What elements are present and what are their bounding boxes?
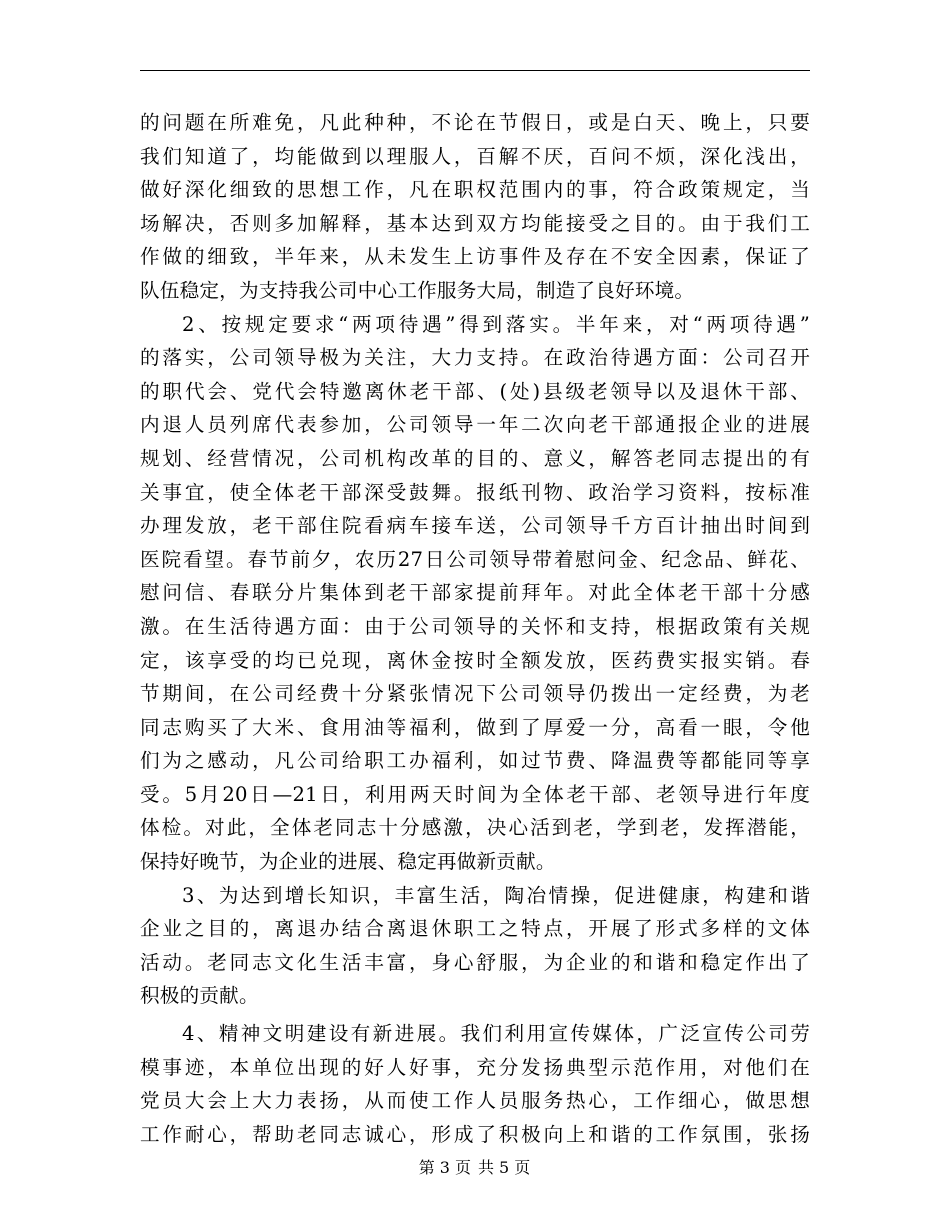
text-line: 受。5月20日—21日，利用两天时间为全体老干部、老领导进行年度	[140, 782, 810, 806]
footer-suffix: 页	[514, 1158, 532, 1177]
text-line: 医院看望。春节前夕，农历27日公司领导带着慰问金、纪念品、鲜花、	[140, 547, 810, 571]
header-rule	[140, 70, 810, 71]
paragraph-start-line: 3、为达到增长知识，丰富生活，陶冶情操，促进健康，构建和谐	[182, 883, 810, 907]
text-line: 内退人员列席代表参加，公司领导一年二次向老干部通报企业的进展	[140, 413, 810, 437]
text-line: 活动。老同志文化生活丰富，身心舒服，为企业的和谐和稳定作出了	[140, 950, 810, 974]
current-page-number: 3	[439, 1158, 451, 1177]
text-line: 办理发放，老干部住院看病车接车送，公司领导千方百计抽出时间到	[140, 514, 810, 538]
text-line: 队伍稳定，为支持我公司中心工作服务大局，制造了良好环境。	[140, 278, 695, 302]
paragraph-start-line: 4、精神文明建设有新进展。我们利用宣传媒体，广泛宣传公司劳	[182, 1022, 810, 1046]
page-footer	[0, 1155, 950, 1178]
text-line: 慰问信、春联分片集体到老干部家提前拜年。对此全体老干部十分感	[140, 581, 810, 605]
text-line: 同志购买了大米、食用油等福利，做到了厚爱一分，高看一眼，令他	[140, 715, 810, 739]
text-line: 规划、经营情况，公司机构改革的目的、意义，解答老同志提出的有	[140, 446, 810, 470]
text-line: 场解决，否则多加解释，基本达到双方均能接受之目的。由于我们工	[140, 211, 810, 235]
text-line: 们为之感动，凡公司给职工办福利，如过节费、降温费等都能同等享	[140, 749, 810, 773]
text-line: 激。在生活待遇方面：由于公司领导的关怀和支持，根据政策有关规	[140, 614, 810, 638]
text-line: 保持好晚节，为企业的进展、稳定再做新贡献。	[140, 850, 556, 874]
body-text	[140, 106, 810, 1151]
text-line: 节期间，在公司经费十分紧张情况下公司领导仍拨出一定经费，为老	[140, 682, 810, 706]
text-line: 定，该享受的均已兑现，离休金按时全额发放，医药费实报实销。春	[140, 648, 810, 672]
text-line: 关事宜，使全体老干部深受鼓舞。报纸刊物、政治学习资料，按标准	[140, 480, 810, 504]
text-line: 体检。对此，全体老同志十分感激，决心活到老，学到老，发挥潜能，	[140, 816, 810, 840]
paragraph-start-line: 2、按规定要求“两项待遇”得到落实。半年来，对“两项待遇”	[182, 312, 810, 336]
footer-prefix: 第	[418, 1158, 436, 1177]
text-line: 我们知道了，均能做到以理服人，百解不厌，百问不烦，深化浅出，	[140, 144, 810, 168]
text-line: 的问题在所难免，凡此种种，不论在节假日，或是白天、晚上，只要	[140, 111, 810, 134]
text-line: 作做的细致，半年来，从未发生上访事件及存在不安全因素，保证了	[140, 245, 810, 269]
text-line: 工作耐心，帮助老同志诚心，形成了积极向上和谐的工作氛围，张扬	[140, 1122, 810, 1146]
text-line: 的落实，公司领导极为关注，大力支持。在政治待遇方面：公司召开	[140, 346, 810, 370]
text-line: 模事迹，本单位出现的好人好事，充分发扬典型示范作用，对他们在	[140, 1055, 810, 1079]
total-pages: 5	[499, 1158, 511, 1177]
text-line: 做好深化细致的思想工作，凡在职权范围内的事，符合政策规定，当	[140, 178, 810, 202]
text-line: 企业之目的，离退办结合离退休职工之特点，开展了形式多样的文体	[140, 917, 810, 941]
text-line: 党员大会上大力表扬，从而使工作人员服务热心，工作细心，做思想	[140, 1089, 810, 1113]
text-line: 的职代会、党代会特邀离休老干部、(处)县级老领导以及退休干部、	[140, 379, 810, 403]
text-line: 积极的贡献。	[140, 984, 259, 1008]
footer-mid: 页 共	[454, 1158, 496, 1177]
